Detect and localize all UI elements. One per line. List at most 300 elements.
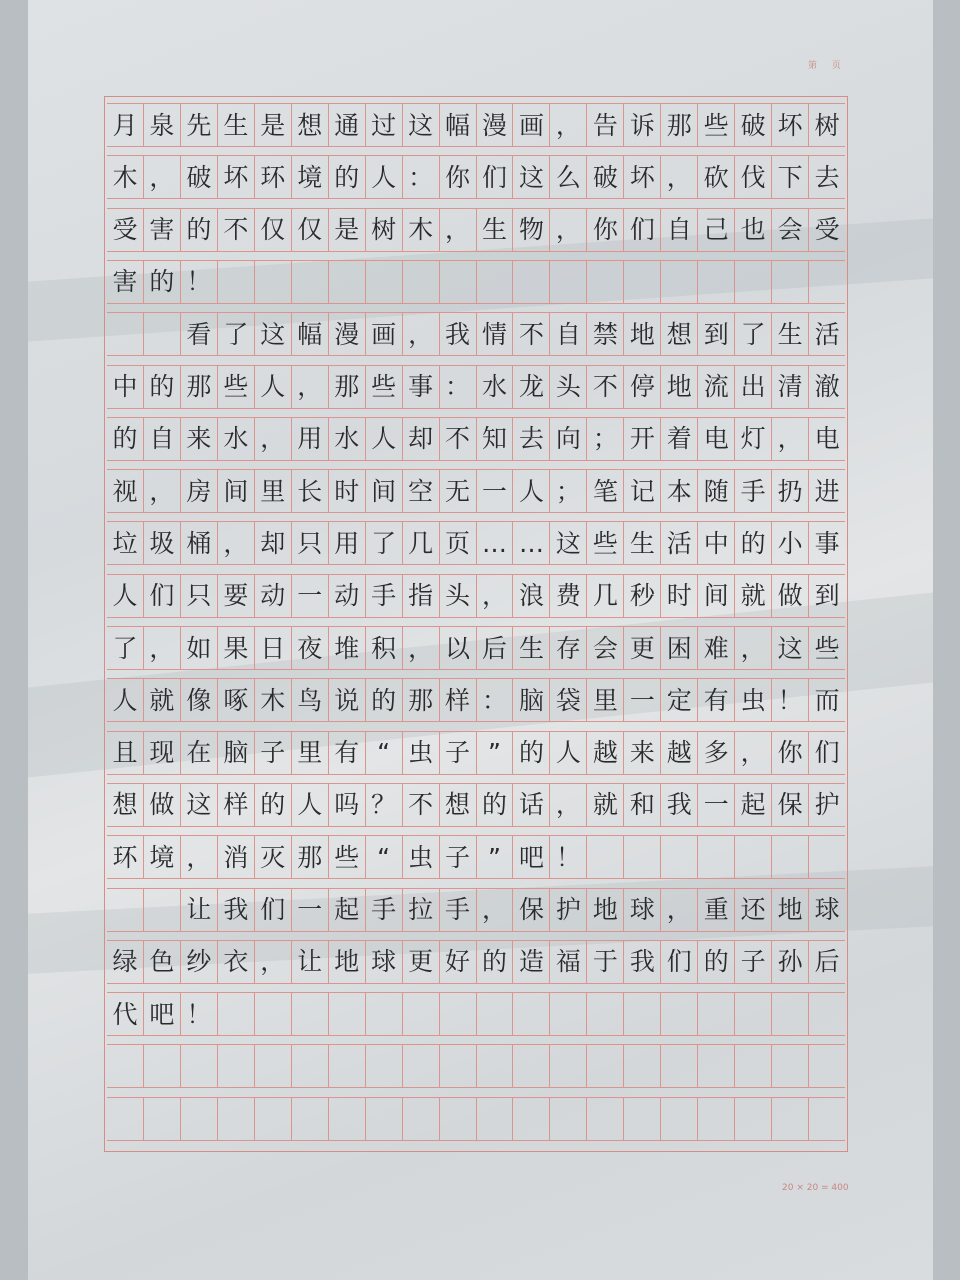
grid-cell	[477, 993, 514, 1035]
grid-row	[107, 417, 845, 461]
grid-cell: 子	[440, 836, 477, 878]
grid-cell: 受	[107, 209, 144, 251]
grid-row	[107, 783, 845, 827]
grid-cell: 电	[814, 424, 840, 454]
grid-cell: 一	[292, 575, 329, 617]
grid-cell	[550, 993, 587, 1035]
grid-cell	[661, 1045, 698, 1087]
grid-cell: 就	[587, 784, 624, 826]
grid-cell	[403, 1098, 440, 1140]
grid-cell	[587, 1098, 624, 1140]
grid-cell	[809, 836, 845, 878]
grid-cell: 是	[255, 104, 292, 146]
grid-cell: 的	[181, 209, 218, 251]
grid-row	[107, 888, 845, 932]
grid-cell: 些	[814, 633, 840, 663]
grid-cell: ，	[403, 313, 440, 355]
grid-cell: 物	[513, 209, 550, 251]
grid-cell: 会	[772, 209, 809, 251]
grid-cell: 事	[814, 528, 840, 558]
grid-cell	[809, 261, 845, 303]
grid-cell: 的	[477, 941, 514, 983]
grid-cell: 看	[181, 313, 218, 355]
grid-cell	[624, 993, 661, 1035]
grid-cell: 越	[661, 732, 698, 774]
grid-cell: 间	[366, 470, 403, 512]
grid-cell	[329, 1045, 366, 1087]
grid-cell: ，	[255, 941, 292, 983]
grid-cell: 电	[698, 418, 735, 460]
grid-cell	[366, 993, 403, 1035]
grid-cell: “	[366, 836, 403, 878]
grid-cell: 做	[772, 575, 809, 617]
grid-cell: 诉	[624, 104, 661, 146]
grid-row	[107, 574, 845, 618]
grid-cell: 费	[550, 575, 587, 617]
grid-cell: 页	[440, 522, 477, 564]
grid-cell	[698, 1045, 735, 1087]
grid-cell: 这	[181, 784, 218, 826]
grid-cell: ，	[440, 209, 477, 251]
grid-cell: 境	[144, 836, 181, 878]
grid-cell: 地	[329, 941, 366, 983]
grid-cell: 了	[735, 313, 772, 355]
grid-cell: 着	[661, 418, 698, 460]
grid-cell: 话	[513, 784, 550, 826]
grid-cell: 吗	[329, 784, 366, 826]
grid-cell: 想	[661, 313, 698, 355]
grid-cell: 不	[218, 209, 255, 251]
grid-cell: 木	[403, 209, 440, 251]
grid-cell: 境	[292, 156, 329, 198]
grid-cell: 坏	[218, 156, 255, 198]
grid-cell: 们	[814, 738, 840, 768]
grid-cell: 地	[661, 366, 698, 408]
grid-cell	[661, 836, 698, 878]
grid-cell	[661, 1098, 698, 1140]
grid-cell: 有	[698, 679, 735, 721]
grid-cell: 小	[772, 522, 809, 564]
grid-cell: 而	[814, 685, 840, 715]
grid-cell: 起	[329, 889, 366, 931]
grid-cell: 动	[255, 575, 292, 617]
grid-cell: 这	[513, 156, 550, 198]
grid-cell: 动	[329, 575, 366, 617]
grid-cell	[329, 993, 366, 1035]
grid-cell: 生	[477, 209, 514, 251]
grid-row	[107, 208, 845, 252]
grid-row	[107, 155, 845, 199]
grid-cell: 却	[255, 522, 292, 564]
grid-cell: 秒	[624, 575, 661, 617]
grid-cell: 木	[107, 156, 144, 198]
grid-cell: 木	[255, 679, 292, 721]
grid-cell: 多	[698, 732, 735, 774]
grid-cell: 想	[440, 784, 477, 826]
grid-cell: 头	[550, 366, 587, 408]
grid-cell	[292, 261, 329, 303]
grid-cell: 们	[624, 209, 661, 251]
grid-cell	[772, 993, 809, 1035]
grid-cell: 破	[735, 104, 772, 146]
grid-cell: 更	[403, 941, 440, 983]
grid-cell: 来	[181, 418, 218, 460]
grid-cell: 这	[550, 522, 587, 564]
grid-cell: 的	[107, 418, 144, 460]
grid-cell: 了	[218, 313, 255, 355]
grid-cell: 会	[587, 627, 624, 669]
grid-cell: 日	[255, 627, 292, 669]
grid-cell: 你	[772, 732, 809, 774]
grid-cell: 到	[814, 581, 840, 611]
grid-cell: 只	[181, 575, 218, 617]
grid-cell: 水	[477, 366, 514, 408]
grid-cell: 长	[292, 470, 329, 512]
grid-cell	[440, 993, 477, 1035]
grid-cell: 护	[814, 790, 840, 820]
grid-cell	[772, 261, 809, 303]
grid-row	[107, 260, 845, 304]
grid-cell: 子	[255, 732, 292, 774]
grid-cell: 一	[292, 889, 329, 931]
grid-cell: 了	[366, 522, 403, 564]
grid-row	[107, 626, 845, 670]
grid-row	[107, 469, 845, 513]
grid-cell: 堆	[329, 627, 366, 669]
grid-cell: 绿	[107, 941, 144, 983]
grid-cell: ；	[550, 470, 587, 512]
grid-cell	[513, 261, 550, 303]
grid-cell: 活	[661, 522, 698, 564]
grid-cell: 你	[587, 209, 624, 251]
grid-cell	[624, 1098, 661, 1140]
grid-cell: 更	[624, 627, 661, 669]
grid-cell	[477, 1045, 514, 1087]
grid-cell	[477, 1098, 514, 1140]
grid-cell	[366, 261, 403, 303]
grid-cell: 造	[513, 941, 550, 983]
grid-cell	[440, 261, 477, 303]
grid-cell: 画	[513, 104, 550, 146]
grid-cell	[587, 1045, 624, 1087]
grid-cell: 鸟	[292, 679, 329, 721]
grid-cell: 那	[329, 366, 366, 408]
grid-cell	[624, 836, 661, 878]
grid-cell	[292, 993, 329, 1035]
grid-cell: 出	[735, 366, 772, 408]
grid-cell: 好	[440, 941, 477, 983]
grid-cell: ，	[550, 209, 587, 251]
grid-cell: 灭	[255, 836, 292, 878]
grid-cell	[144, 1045, 181, 1087]
grid-cell: 果	[218, 627, 255, 669]
grid-cell: 球	[814, 895, 840, 924]
grid-cell: 不	[513, 313, 550, 355]
grid-cell	[735, 836, 772, 878]
grid-cell	[440, 1045, 477, 1087]
grid-cell: 灯	[735, 418, 772, 460]
grid-cell	[255, 261, 292, 303]
grid-cell: 到	[698, 313, 735, 355]
grid-cell: 的	[144, 261, 181, 303]
grid-row	[107, 103, 845, 147]
grid-cell: ，	[403, 627, 440, 669]
grid-cell: 记	[624, 470, 661, 512]
grid-cell: 幅	[440, 104, 477, 146]
grid-cell: 的	[698, 941, 735, 983]
grid-cell: 去	[513, 418, 550, 460]
grid-cell: 去	[814, 162, 840, 192]
grid-cell	[772, 1045, 809, 1087]
grid-cell: 以	[440, 627, 477, 669]
grid-cell: 难	[698, 627, 735, 669]
grid-cell: 想	[292, 104, 329, 146]
grid-cell: 人	[255, 366, 292, 408]
grid-cell: …	[477, 522, 514, 564]
grid-cell: 现	[144, 732, 181, 774]
grid-cell: 些	[329, 836, 366, 878]
grid-cell: 生	[218, 104, 255, 146]
grid-cell: 时	[661, 575, 698, 617]
grid-cell: 像	[181, 679, 218, 721]
grid-cell	[513, 993, 550, 1035]
grid-cell: 袋	[550, 679, 587, 721]
grid-cell: 们	[477, 156, 514, 198]
grid-cell: ，	[292, 366, 329, 408]
grid-cell: “	[366, 732, 403, 774]
grid-cell: 活	[814, 319, 840, 349]
grid-cell: 这	[772, 627, 809, 669]
grid-cell: 说	[329, 679, 366, 721]
grid-row	[107, 992, 845, 1036]
grid-row	[107, 521, 845, 565]
grid-cell: 却	[403, 418, 440, 460]
grid-cell	[735, 993, 772, 1035]
grid-cell: 视	[107, 470, 144, 512]
grid-cell: 情	[477, 313, 514, 355]
grid-cell: 积	[366, 627, 403, 669]
grid-cell	[181, 1045, 218, 1087]
grid-cell: ，	[735, 627, 772, 669]
grid-cell: 是	[329, 209, 366, 251]
grid-row	[107, 1044, 845, 1088]
grid-cell: ”	[477, 732, 514, 774]
grid-cell: ！	[181, 261, 218, 303]
grid-cell	[550, 1045, 587, 1087]
grid-cell	[255, 1045, 292, 1087]
grid-cell	[587, 836, 624, 878]
grid-cell	[513, 1045, 550, 1087]
grid-cell	[329, 261, 366, 303]
grid-cell: 定	[661, 679, 698, 721]
grid-cell	[107, 313, 144, 355]
grid-cell: 你	[440, 156, 477, 198]
grid-cell: 自	[550, 313, 587, 355]
grid-cell: ，	[661, 889, 698, 931]
grid-cell: 幅	[292, 313, 329, 355]
grid-cell: 人	[550, 732, 587, 774]
grid-cell: 我	[624, 941, 661, 983]
grid-cell: 漫	[477, 104, 514, 146]
grid-cell: 中	[698, 522, 735, 564]
grid-cell	[624, 261, 661, 303]
grid-cell	[698, 993, 735, 1035]
grid-cell: 虫	[403, 732, 440, 774]
grid-cell: 些	[218, 366, 255, 408]
grid-cell: 流	[698, 366, 735, 408]
grid-row	[107, 1097, 845, 1141]
grid-cell: ，	[477, 889, 514, 931]
grid-cell: ？	[366, 784, 403, 826]
grid-cell: 不	[440, 418, 477, 460]
grid-cell: 里	[292, 732, 329, 774]
grid-cell: 禁	[587, 313, 624, 355]
grid-cell: 的	[255, 784, 292, 826]
grid-cell: 脑	[218, 732, 255, 774]
grid-cell	[107, 1045, 144, 1087]
grid-cell	[366, 1098, 403, 1140]
grid-cell	[218, 993, 255, 1035]
grid-cell: 色	[144, 941, 181, 983]
grid-cell: 做	[144, 784, 181, 826]
grid-cell: 人	[366, 156, 403, 198]
grid-cell: 在	[181, 732, 218, 774]
grid-cell: 知	[477, 418, 514, 460]
grid-cell: 手	[440, 889, 477, 931]
grid-cell: 头	[440, 575, 477, 617]
grid-cell: 扔	[772, 470, 809, 512]
grid-row	[107, 940, 845, 984]
grid-cell: 就	[144, 679, 181, 721]
grid-cell: 砍	[698, 156, 735, 198]
grid-cell: 己	[698, 209, 735, 251]
grid-cell: 让	[181, 889, 218, 931]
grid-cell: 一	[624, 679, 661, 721]
grid-cell: 护	[550, 889, 587, 931]
grid-cell: 吧	[144, 993, 181, 1035]
grid-cell: 笔	[587, 470, 624, 512]
grid-cell	[772, 1098, 809, 1140]
grid-cell	[107, 889, 144, 931]
grid-cell: 啄	[218, 679, 255, 721]
grid-cell	[698, 1098, 735, 1140]
grid-cell: ，	[550, 104, 587, 146]
grid-cell	[477, 261, 514, 303]
grid-cell: 拉	[403, 889, 440, 931]
grid-cell	[218, 1045, 255, 1087]
grid-cell	[735, 261, 772, 303]
grid-cell: ，	[181, 836, 218, 878]
grid-cell: 球	[624, 889, 661, 931]
grid-cell: ：	[477, 679, 514, 721]
grid-cell: 虫	[735, 679, 772, 721]
grid-cell	[809, 993, 845, 1035]
grid-cell: 来	[624, 732, 661, 774]
grid-cell: 消	[218, 836, 255, 878]
grid-cell: 龙	[513, 366, 550, 408]
grid-cell: 的	[329, 156, 366, 198]
grid-cell: 通	[329, 104, 366, 146]
grid-cell: 后	[814, 947, 840, 977]
grid-cell: 们	[255, 889, 292, 931]
grid-cell: 用	[292, 418, 329, 460]
grid-cell	[292, 1098, 329, 1140]
grid-cell: 破	[587, 156, 624, 198]
grid-cell: ，	[661, 156, 698, 198]
grid-cell: 那	[292, 836, 329, 878]
grid-cell: 仅	[255, 209, 292, 251]
grid-cell: 向	[550, 418, 587, 460]
grid-cell: 桶	[181, 522, 218, 564]
grid-cell: ！	[181, 993, 218, 1035]
grid-cell: ，	[772, 418, 809, 460]
grid-cell	[292, 1045, 329, 1087]
grid-cell: ，	[218, 522, 255, 564]
grid-cell: 手	[366, 889, 403, 931]
grid-count-label: 20 × 20 = 400	[782, 1183, 849, 1193]
grid-cell: 只	[292, 522, 329, 564]
grid-cell	[735, 1045, 772, 1087]
grid-cell: 随	[698, 470, 735, 512]
grid-cell: 澈	[814, 372, 840, 401]
grid-cell: ，	[144, 627, 181, 669]
grid-cell: 画	[366, 313, 403, 355]
grid-cell: 本	[661, 470, 698, 512]
grid-cell: ，	[144, 156, 181, 198]
grid-cell: 自	[144, 418, 181, 460]
grid-cell: 仅	[292, 209, 329, 251]
grid-cell: 孙	[772, 941, 809, 983]
grid-cell: 泉	[144, 104, 181, 146]
grid-cell: 告	[587, 104, 624, 146]
grid-cell: 伐	[735, 156, 772, 198]
grid-cell: 房	[181, 470, 218, 512]
grid-cell: 生	[513, 627, 550, 669]
grid-cell: 受	[814, 215, 840, 245]
grid-cell	[513, 1098, 550, 1140]
grid-cell: 让	[292, 941, 329, 983]
grid-cell: 的	[366, 679, 403, 721]
grid-cell: 先	[181, 104, 218, 146]
grid-cell: 人	[107, 679, 144, 721]
grid-cell: 用	[329, 522, 366, 564]
grid-cell: 进	[814, 476, 840, 506]
grid-cell: 地	[587, 889, 624, 931]
grid-cell	[255, 1098, 292, 1140]
grid-cell: 树	[814, 110, 840, 140]
grid-cell	[218, 1098, 255, 1140]
grid-cell: 间	[698, 575, 735, 617]
grid-cell: 坏	[624, 156, 661, 198]
grid-cell	[587, 993, 624, 1035]
page-number-mark: 第 页	[808, 61, 847, 71]
grid-cell	[403, 993, 440, 1035]
grid-cell: …	[513, 522, 550, 564]
grid-cell	[144, 313, 181, 355]
grid-cell: ，	[550, 784, 587, 826]
grid-cell: 些	[366, 366, 403, 408]
grid-cell: ，	[144, 470, 181, 512]
grid-cell: 想	[107, 784, 144, 826]
grid-cell	[144, 1098, 181, 1140]
grid-cell: 了	[107, 627, 144, 669]
grid-cell: 就	[735, 575, 772, 617]
grid-cell: ：	[440, 366, 477, 408]
grid-cell: ！	[550, 836, 587, 878]
grid-cell: 我	[661, 784, 698, 826]
grid-cell: 存	[550, 627, 587, 669]
grid-cell: 地	[772, 889, 809, 931]
